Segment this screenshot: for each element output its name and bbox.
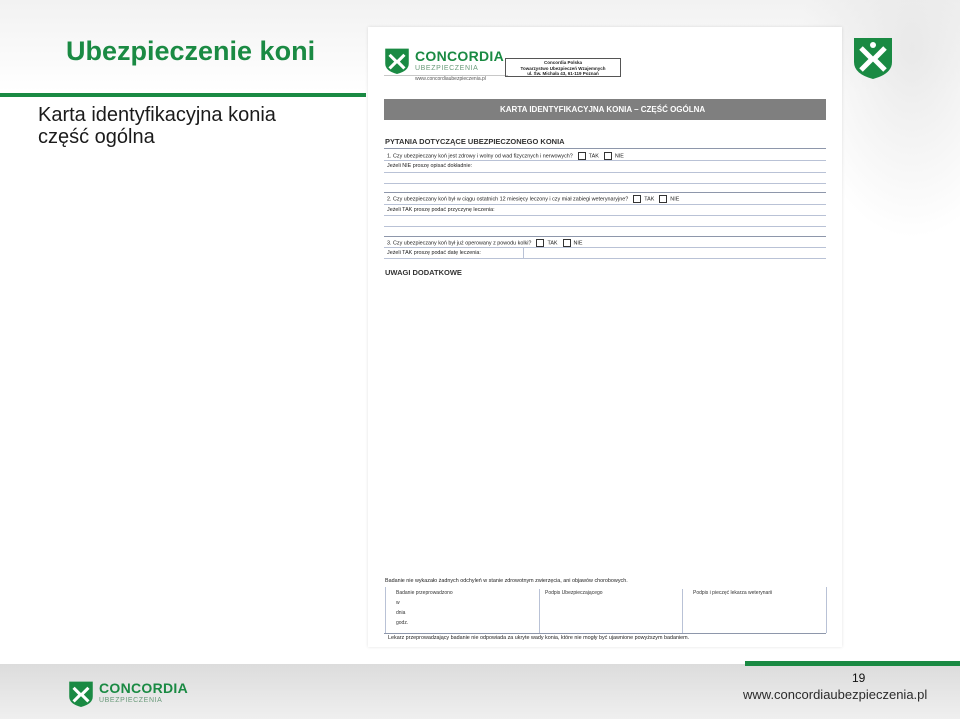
slide-subtitle	[38, 104, 276, 148]
sign-box-bottom	[384, 633, 826, 634]
answer-line[interactable]	[384, 172, 826, 173]
company-address: ul. Św. Michała 43, 61-119 Poznań	[527, 71, 599, 76]
sign-box-divider	[539, 589, 540, 633]
divider	[384, 236, 826, 237]
subtitle-line-1: Karta identyfikacyjna konia	[38, 104, 276, 126]
exam-in-label: w	[396, 600, 400, 606]
vet-signature-label: Podpis i pieczęć lekarza weterynarii	[693, 590, 773, 596]
q3-no-checkbox[interactable]	[563, 239, 571, 247]
card-banner: KARTA IDENTYFIKACYJNA KONIA – CZĘŚĆ OGÓLNA	[384, 99, 826, 120]
concordia-logo-icon	[68, 680, 94, 708]
q2-yes-label: TAK	[644, 196, 655, 203]
title-underline	[0, 93, 366, 97]
remarks-area[interactable]	[384, 279, 826, 569]
doc-brand-name: CONCORDIA	[415, 48, 505, 64]
sign-box-divider	[682, 589, 683, 633]
question-1-text: 1. Czy ubezpieczany koń jest zdrowy i wolny od wad fizycznych i nerwowych?	[387, 153, 573, 160]
doc-brand-sub: UBEZPIECZENIA	[415, 65, 479, 72]
doc-website: www.concordiaubezpieczenia.pl	[415, 76, 486, 82]
answer-line[interactable]	[384, 183, 826, 184]
question-1-followup: Jeżeli NIE proszę opisać dokładnie:	[387, 163, 473, 169]
q3-no-label: NIE	[573, 240, 583, 247]
question-2-text: 2. Czy ubezpieczany koń był w ciągu ostatnich 12 miesięcy leczony i czy miał zabiegi weterynaryjne?	[387, 196, 629, 203]
q3-yes-label: TAK	[547, 240, 558, 247]
exam-day-label: dnia	[396, 610, 406, 616]
remarks-heading: UWAGI DODATKOWE	[385, 268, 462, 277]
divider	[384, 160, 826, 161]
exam-hour-label: godz.	[396, 620, 409, 626]
footer-accent-line	[745, 661, 960, 666]
sign-box-border	[826, 587, 827, 633]
question-2	[387, 195, 679, 203]
questions-heading: PYTANIA DOTYCZĄCE UBEZPIECZONEGO KONIA	[385, 137, 565, 146]
footer-brand-name: CONCORDIA	[99, 680, 189, 696]
sign-box-border	[385, 587, 386, 633]
answer-line[interactable]	[384, 215, 826, 216]
footer-brand-sub: UBEZPIECZENIA	[99, 697, 163, 704]
question-1	[387, 152, 624, 160]
concordia-logo-icon	[852, 36, 894, 80]
insured-signature-label: Podpis Ubezpieczającego	[545, 590, 603, 596]
answer-line[interactable]	[384, 258, 826, 259]
question-3-text: 3. Czy ubezpieczany koń był już operowany z powodu kolki?	[387, 240, 532, 247]
q1-no-checkbox[interactable]	[604, 152, 612, 160]
company-name: Concordia Polska	[543, 60, 582, 65]
page-number: 19	[852, 671, 866, 685]
q1-yes-checkbox[interactable]	[578, 152, 586, 160]
q2-no-checkbox[interactable]	[659, 195, 667, 203]
question-2-followup: Jeżeli TAK proszę podać przyczynę leczenia:	[387, 207, 495, 213]
question-3	[387, 239, 583, 247]
vet-disclaimer: Lekarz przeprowadzający badanie nie odpowiada za ukryte wady konia, które nie mogły być ujawnione powyższym badaniem.	[388, 635, 690, 641]
question-3-followup: Jeżeli TAK proszę podać datę leczenia:	[387, 250, 481, 256]
company-full-name: Towarzystwo Ubezpieczeń Wzajemnych	[520, 65, 606, 71]
q2-no-label: NIE	[670, 196, 680, 203]
divider	[384, 148, 826, 149]
slide-title: Ubezpieczenie koni	[66, 36, 316, 66]
q1-yes-label: TAK	[588, 153, 599, 160]
subtitle-line-2: część ogólna	[38, 126, 155, 148]
horse-identification-card	[368, 27, 842, 647]
divider	[384, 192, 826, 193]
footer-website-link[interactable]: www.concordiaubezpieczenia.pl	[743, 687, 928, 702]
exam-performed-label: Badanie przeprowadzono	[396, 590, 453, 596]
divider	[384, 204, 826, 205]
exam-statement: Badanie nie wykazało żadnych odchyleń w stanie zdrowotnym zwierzęcia, ani objawów chorobowych.	[385, 578, 628, 584]
company-address-box	[505, 58, 621, 77]
q3-yes-checkbox[interactable]	[536, 239, 544, 247]
answer-line[interactable]	[384, 226, 826, 227]
column-divider	[523, 247, 524, 258]
concordia-logo-icon	[384, 47, 410, 75]
divider	[384, 247, 826, 248]
q1-no-label: NIE	[614, 153, 624, 160]
q2-yes-checkbox[interactable]	[633, 195, 641, 203]
